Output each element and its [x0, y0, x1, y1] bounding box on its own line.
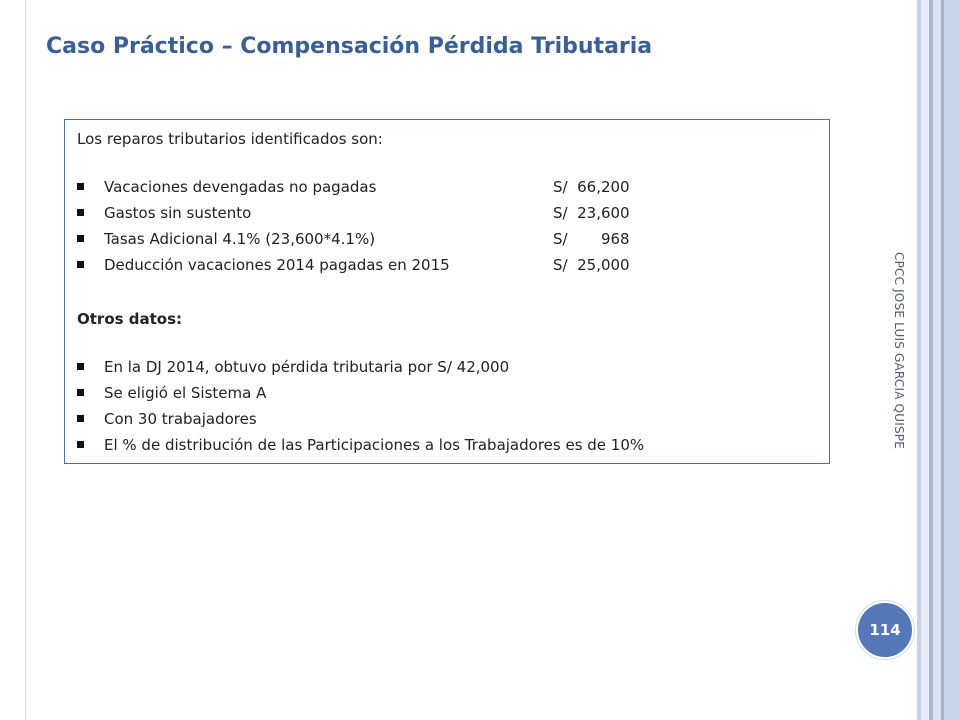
case-details-box: [64, 119, 830, 464]
side-credit: CPCC JOSE LUIS GARCIA QUISPE: [892, 252, 906, 450]
reparo-label: Tasas Adicional 4.1% (23,600*4.1%): [104, 230, 376, 248]
page-number-badge: 114: [856, 601, 914, 659]
reparo-label: Vacaciones devengadas no pagadas: [104, 178, 377, 196]
reparo-amount: S/ 23,600: [553, 204, 630, 222]
square-bullet-icon: [77, 389, 84, 396]
reparo-label: Gastos sin sustento: [104, 204, 252, 222]
reparo-amount: S/ 66,200: [553, 178, 630, 196]
reparo-amount: S/ 968: [553, 230, 630, 248]
reparo-amount: S/ 25,000: [553, 256, 630, 274]
right-decorative-band: [933, 0, 941, 720]
otros-dato-text: Con 30 trabajadores: [104, 410, 257, 428]
reparo-item-tasas: [77, 230, 697, 254]
reparos-intro: Los reparos tributarios identificados son:: [77, 130, 383, 148]
otros-dato-text: Se eligió el Sistema A: [104, 384, 267, 402]
otros-dato-item: [77, 358, 817, 382]
left-slide-margin: [0, 0, 26, 720]
otros-dato-item: [77, 410, 817, 434]
square-bullet-icon: [77, 183, 84, 190]
reparo-label: Deducción vacaciones 2014 pagadas en 2015: [104, 256, 450, 274]
otros-dato-item: [77, 384, 817, 408]
square-bullet-icon: [77, 363, 84, 370]
otros-dato-item: [77, 436, 817, 460]
right-decorative-band: [921, 0, 929, 720]
otros-dato-text: El % de distribución de las Participaciones a los Trabajadores es de 10%: [104, 436, 645, 454]
square-bullet-icon: [77, 415, 84, 422]
reparo-item-gastos: [77, 204, 697, 228]
square-bullet-icon: [77, 441, 84, 448]
right-decorative-band: [944, 0, 960, 720]
reparo-item-deduccion: [77, 256, 697, 280]
square-bullet-icon: [77, 209, 84, 216]
otros-datos-heading: Otros datos:: [77, 310, 183, 328]
square-bullet-icon: [77, 261, 84, 268]
square-bullet-icon: [77, 235, 84, 242]
otros-dato-text: En la DJ 2014, obtuvo pérdida tributaria por S/ 42,000: [104, 358, 510, 376]
reparo-item-vacaciones: [77, 178, 697, 202]
slide-title: Caso Práctico – Compensación Pérdida Tributaria: [46, 34, 653, 59]
